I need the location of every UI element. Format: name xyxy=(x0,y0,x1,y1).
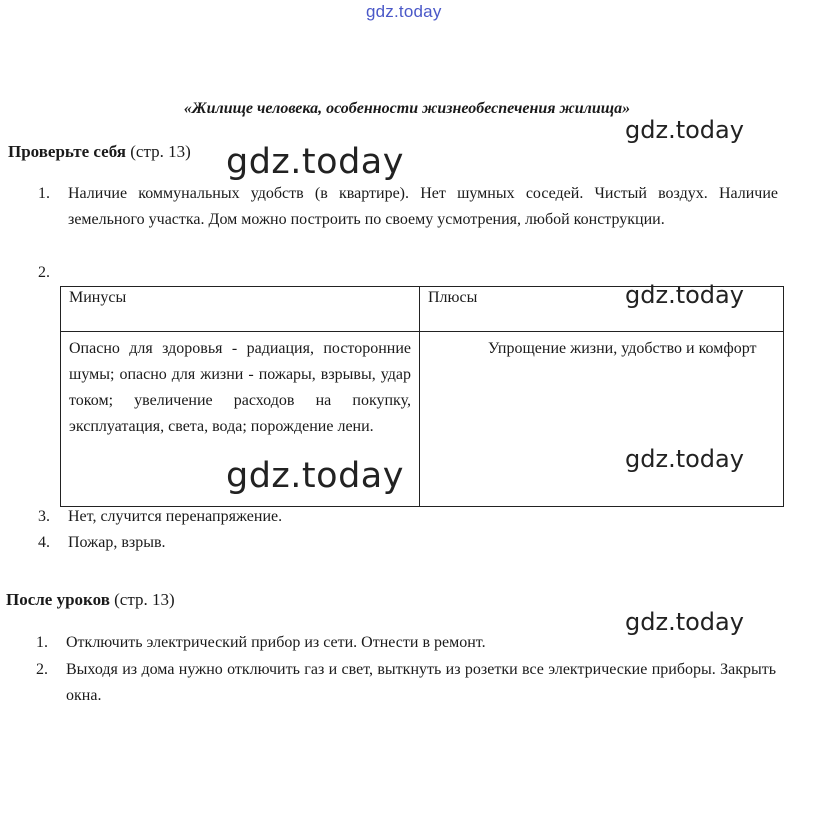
table-header-plus: Плюсы xyxy=(420,287,784,332)
watermark: gdz.today xyxy=(625,116,744,144)
minus-text: Опасно для здоровья - радиация, посторонние шумы; опасно для жизни - пожары, взрывы, удар током; увеличение расходов на покупку, эксплуатация, света, вода; порождение лени. xyxy=(69,340,411,435)
list-item xyxy=(38,504,778,530)
list-item-number: 1. xyxy=(36,634,48,651)
list-item xyxy=(38,181,778,261)
list-item-text: Отключить электрический прибор из сети. Отнести в ремонт. xyxy=(66,634,486,651)
list-item-text: Нет, случится перенапряжение. xyxy=(68,508,283,525)
table-cell-plus xyxy=(420,332,784,507)
section-check-yourself-heading xyxy=(8,142,191,162)
section-heading-ref: (стр. 13) xyxy=(109,590,175,609)
list-item xyxy=(38,530,778,556)
list-item-number: 2. xyxy=(36,661,48,678)
table-header-minus: Минусы xyxy=(61,287,420,332)
list-item-text: Выходя из дома нужно отключить газ и свет, выткнуть из розетки все электрические приборы. Закрыть окна. xyxy=(66,661,776,704)
watermark-top: gdz.today xyxy=(366,2,442,21)
list-item-text: Пожар, взрыв. xyxy=(68,534,166,551)
list-item xyxy=(36,657,776,709)
pros-cons-table xyxy=(60,286,784,507)
section-after-lessons-heading xyxy=(6,590,175,610)
document-title: «Жилище человека, особенности жизнеобеспечения жилища» xyxy=(183,100,631,117)
list-item-number: 4. xyxy=(38,534,50,551)
watermark: gdz.today xyxy=(625,608,744,636)
watermark: gdz.today xyxy=(625,445,744,473)
plus-text: Упрощение жизни, удобство и комфорт xyxy=(488,340,757,357)
watermark: gdz.today xyxy=(625,281,744,309)
watermark: gdz.today xyxy=(226,142,404,182)
section-heading-bold: Проверьте себя xyxy=(8,142,126,161)
list-item-number: 1. xyxy=(38,185,50,202)
section-heading-bold: После уроков xyxy=(6,590,110,609)
list-item-number: 2. xyxy=(38,264,50,281)
watermark: gdz.today xyxy=(226,456,404,496)
list-item-number: 3. xyxy=(38,508,50,525)
section-heading-ref: (стр. 13) xyxy=(126,142,191,161)
list-item-text: Наличие коммунальных удобств (в квартире). Нет шумных соседей. Чистый воздух. Наличие земельного участка. Дом можно построить по своему усмотрения, любой конструкции. xyxy=(68,185,778,228)
